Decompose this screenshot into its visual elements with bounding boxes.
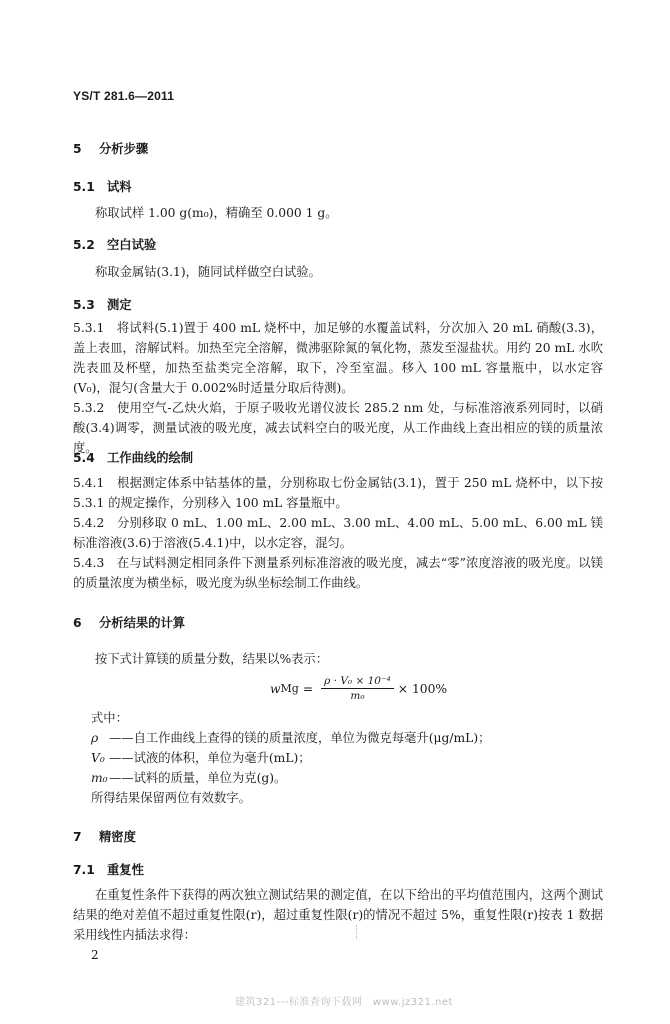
paragraph-5-3-2: 5.3.2 使用空气-乙炔火焰，于原子吸收光谱仪波长 285.2 nm 处，与标准溶液系列同时，以硝酸(3.4)调零，测量试液的吸光度，减去试料空白的吸光度，从工作曲线上查出相应的镁的质量浓度。 [73, 401, 603, 455]
definition-text: ——试料的质量，单位为克(g)。 [109, 771, 287, 785]
section-heading-7-1 [73, 860, 144, 878]
section-number: 5.3 [73, 298, 95, 312]
paragraph-5-4-2: 5.4.2 分别移取 0 mL、1.00 mL、2.00 mL、3.00 mL、4.00 mL、5.00 mL、6.00 mL 镁标准溶液(3.6)于溶液(5.4.1)中，以水定容，混匀。 [73, 516, 603, 550]
paragraph-7-1: 在重复性条件下获得的两次独立测试结果的测定值，在以下给出的平均值范围内，这两个测试结果的绝对差值不超过重复性限(r)，超过重复性限(r)的情况不超过 5%，重复性限(r)按表 1 数据采用线性内插法求得： [73, 888, 603, 942]
standard-code: YS/T 281.6—2011 [73, 89, 175, 103]
section-number: 5.1 [73, 180, 95, 194]
section-heading-5-1 [73, 177, 132, 195]
watermark: 建筑321---标准查询下载网 www.jz321.net [235, 997, 453, 1008]
formula-tail: × 100% [397, 681, 448, 696]
section-title: 空白试验 [107, 238, 157, 252]
paragraph-5-4-3: 5.4.3 在与试料测定相同条件下测量系列标准溶液的吸光度，减去“零”浓度溶液的吸光度。以镁的质量浓度为横坐标，吸光度为纵坐标绘制工作曲线。 [73, 556, 603, 590]
section-title: 重复性 [107, 863, 144, 877]
formula-fraction [321, 675, 394, 702]
section-title: 精密度 [99, 830, 136, 844]
definition-row [91, 728, 490, 746]
definition-text: ——试液的体积，单位为毫升(mL)； [109, 751, 311, 765]
section-number: 6 [73, 616, 82, 630]
definition-symbol: V₀ [91, 751, 105, 765]
section-number: 7 [73, 830, 82, 844]
section-title: 工作曲线的绘制 [107, 451, 194, 465]
page-number: 2 [91, 948, 99, 962]
definition-symbol: ρ [91, 731, 99, 745]
paragraph-5-3-1: 5.3.1 将试料(5.1)置于 400 mL 烧杯中，加足够的水覆盖试料，分次加入 20 mL 硝酸(3.3)，盖上表皿，溶解试料。加热至完全溶解，微沸驱除氮的氧化物，蒸发至湿盐状。用约 20 mL 水吹洗表皿及杯壁，加热至盐类完全溶解，取下，冷至室温。移入 100 mL 容量瓶中，以水定容(V₀)，混匀(含量大于 0.002%时适量分取后待测)。 [73, 321, 603, 395]
section-number: 7.1 [73, 863, 95, 877]
formula-intro: 按下式计算镁的质量分数，结果以%表示： [95, 652, 329, 666]
section-heading-5-3 [73, 295, 132, 313]
formula-equals: = [302, 681, 314, 696]
where-label: 式中： [91, 711, 128, 725]
section-number: 5 [73, 142, 82, 156]
section-title: 分析步骤 [99, 142, 149, 156]
formula-lhs-subscript: Mg [280, 682, 299, 695]
paragraph-5-2: 称取金属钴(3.1)，随同试样做空白试验。 [95, 265, 321, 279]
section-number: 5.2 [73, 238, 95, 252]
section-number: 5.4 [73, 451, 95, 465]
definition-row [91, 748, 311, 766]
formula-numerator: ρ · V₀ × 10⁻⁴ [321, 675, 394, 689]
section-title: 测定 [107, 298, 132, 312]
definition-text: ——自工作曲线上查得的镁的质量浓度，单位为微克每毫升(μg/mL)； [109, 731, 491, 745]
formula-lhs: w [270, 681, 281, 696]
result-note: 所得结果保留两位有效数字。 [91, 791, 251, 805]
section-title: 分析结果的计算 [99, 616, 186, 630]
mass-fraction-formula [270, 675, 447, 702]
section-heading-5-4 [73, 448, 193, 466]
section-heading-6 [73, 613, 185, 631]
paragraph-5-4-1: 5.4.1 根据测定体系中钴基体的量，分别称取七份金属钴(3.1)，置于 250 mL 烧杯中，以下按 5.3.1 的规定操作，分别移入 100 mL 容量瓶中。 [73, 476, 603, 510]
formula-denominator: m₀ [350, 690, 365, 702]
section-heading-5-2 [73, 235, 156, 253]
scan-speck [356, 925, 358, 939]
definition-symbol: m₀ [91, 771, 108, 785]
paragraph-5-1: 称取试样 1.00 g(m₀)，精确至 0.000 1 g。 [95, 206, 338, 220]
section-heading-5 [73, 139, 148, 157]
section-title: 试料 [107, 180, 132, 194]
section-heading-7 [73, 827, 136, 845]
definition-row [91, 768, 286, 786]
